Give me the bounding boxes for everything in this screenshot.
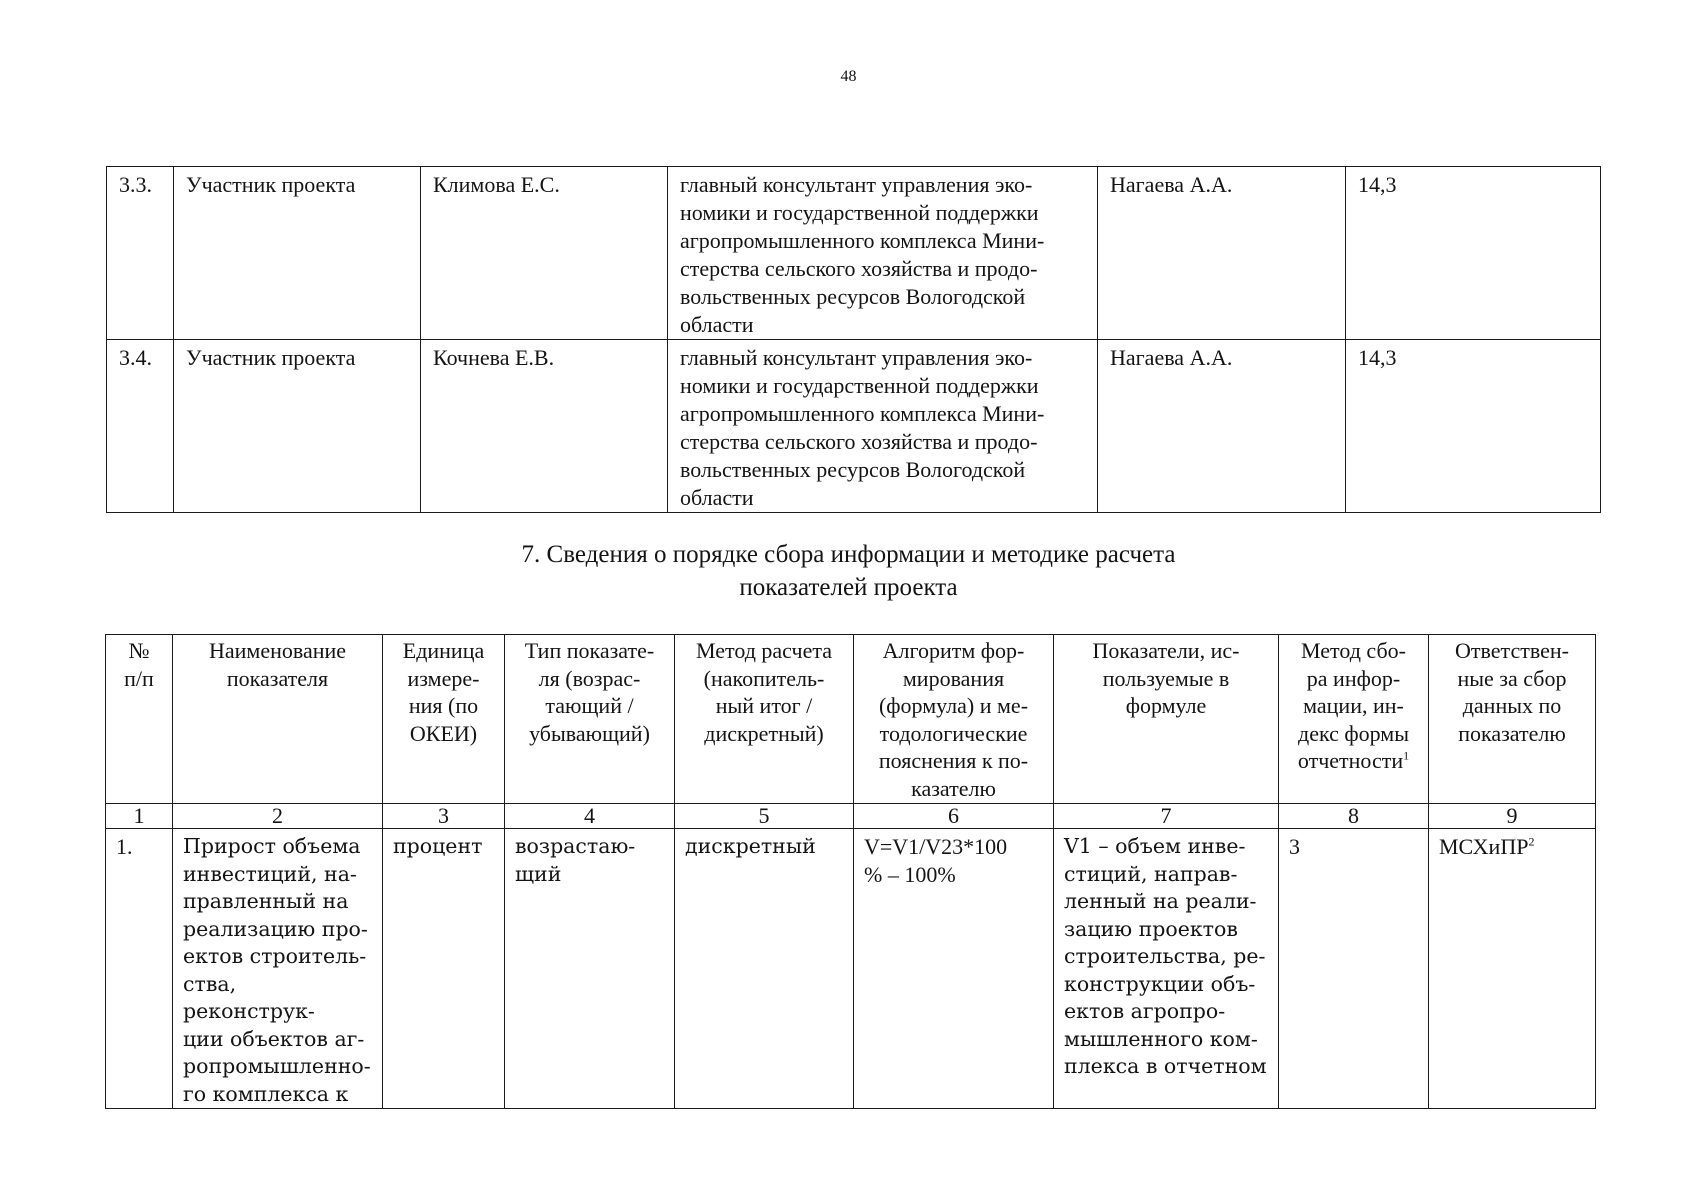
header-line: Наименование xyxy=(208,638,347,663)
cell-line: инвестиций, на- xyxy=(183,861,357,886)
cell-line: реализацию про- xyxy=(183,916,368,941)
cell-line: зацию проектов xyxy=(1064,916,1238,941)
header-line: № xyxy=(128,638,150,663)
column-number: 8 xyxy=(1279,804,1429,829)
row-number: 1. xyxy=(106,829,173,1109)
cell-line: плекса в отчетном xyxy=(1064,1054,1267,1078)
cell-line: ектов агропро- xyxy=(1064,999,1226,1023)
table-row xyxy=(106,829,1596,1109)
header-line: пользуемые в xyxy=(1102,665,1230,691)
footnote-mark: 2 xyxy=(1528,834,1535,849)
header-line: ные за сбор xyxy=(1457,665,1567,691)
responsible-text: МСХиПР xyxy=(1439,834,1529,859)
header-line: ОКЕИ) xyxy=(409,720,478,746)
header-line: Показатели, ис- xyxy=(1092,638,1240,663)
position-line: вольственных ресурсов Вологодской xyxy=(680,284,1026,309)
header-line: ра инфор- xyxy=(1306,665,1401,691)
header-line: ния (по xyxy=(408,693,479,718)
cell-line: ции объектов аг- xyxy=(183,1026,365,1051)
header-line: Метод сбо- xyxy=(1301,638,1406,663)
position-line: стерства сельского хозяйства и продо- xyxy=(680,429,1038,454)
header-line: Единица xyxy=(402,638,485,663)
position-line: области xyxy=(680,312,754,337)
column-number: 3 xyxy=(383,804,505,829)
column-number: 6 xyxy=(854,804,1054,829)
header-line: тодологические xyxy=(879,720,1028,746)
cell-line: щий xyxy=(515,861,562,886)
column-number: 4 xyxy=(505,804,675,829)
column-header xyxy=(1279,635,1429,804)
header-line: показателю xyxy=(1458,720,1566,746)
header-line: (накопитель- xyxy=(703,665,825,691)
position-line: главный консультант управления эко- xyxy=(680,345,1033,370)
participant-supervisor: Нагаева А.А. xyxy=(1098,167,1346,340)
header-line-text: отчетности xyxy=(1297,748,1404,773)
column-number: 5 xyxy=(675,804,854,829)
cell-line: мышленного ком- xyxy=(1064,1026,1258,1051)
header-line: мирования xyxy=(902,665,1005,691)
table-row xyxy=(107,340,1601,513)
table-row xyxy=(107,167,1601,340)
participant-role: Участник проекта xyxy=(174,340,421,513)
column-number: 2 xyxy=(173,804,383,829)
header-line: Тип показате- xyxy=(524,638,655,663)
participant-position xyxy=(668,340,1098,513)
indicators-table xyxy=(105,634,1596,1109)
header-line: декс формы xyxy=(1298,720,1409,746)
header-line: Ответствен- xyxy=(1455,638,1569,663)
column-number: 1 xyxy=(106,804,173,829)
header-line: тающий / xyxy=(545,693,634,718)
participant-supervisor: Нагаева А.А. xyxy=(1098,340,1346,513)
section-title-line: 7. Сведения о порядке сбора информации и методике расчета xyxy=(521,541,1176,568)
header-line: данных по xyxy=(1462,693,1562,718)
position-line: агропромышленного комплекса Мини- xyxy=(680,401,1045,426)
position-line: главный консультант управления эко- xyxy=(680,172,1033,197)
column-header xyxy=(1054,635,1279,804)
indicator-unit: процент xyxy=(383,829,505,1109)
indicator-name xyxy=(173,829,383,1109)
participant-position xyxy=(668,167,1098,340)
cell-line: строительства, ре- xyxy=(1064,944,1266,968)
cell-line: V=V1/V23*100 xyxy=(864,834,1008,859)
row-number: 3.4. xyxy=(107,340,174,513)
cell-line: % – 100% xyxy=(864,861,956,887)
column-header xyxy=(1429,635,1596,804)
cell-line: правленный на xyxy=(183,889,349,913)
column-header xyxy=(505,635,675,804)
column-number-row xyxy=(106,804,1596,829)
cell-line: го комплекса к xyxy=(183,1081,349,1106)
column-number: 7 xyxy=(1054,804,1279,829)
cell-line: конструкции объ- xyxy=(1064,971,1256,996)
position-line: стерства сельского хозяйства и продо- xyxy=(680,256,1038,281)
section-title-line: показателей проекта xyxy=(739,574,958,601)
header-line xyxy=(1285,747,1422,775)
column-header xyxy=(383,635,505,804)
row-number: 3.3. xyxy=(107,167,174,340)
formula-variables xyxy=(1054,829,1279,1109)
header-line: убывающий) xyxy=(529,720,650,746)
header-line: Метод расчета xyxy=(696,638,832,663)
header-line: мации, ин- xyxy=(1303,693,1404,718)
column-number: 9 xyxy=(1429,804,1596,829)
footnote-mark: 1 xyxy=(1403,748,1410,763)
participant-share: 14,3 xyxy=(1346,167,1601,340)
calculation-method: дискретный xyxy=(675,829,854,1109)
cell-line: возрастаю- xyxy=(515,834,636,858)
column-header xyxy=(173,635,383,804)
cell-line: ропромышленно- xyxy=(183,1054,371,1078)
column-header xyxy=(675,635,854,804)
header-line: пояснения к по- xyxy=(878,748,1029,773)
position-line: агропромышленного комплекса Мини- xyxy=(680,228,1045,253)
header-line: показателя xyxy=(226,665,329,691)
section-title xyxy=(0,538,1697,604)
formula xyxy=(854,829,1054,1109)
header-line: формуле xyxy=(1125,693,1207,718)
header-line: ный итог / xyxy=(715,693,813,718)
cell-line: V1 – объем инве- xyxy=(1064,834,1246,858)
position-line: номики и государственной поддержки xyxy=(680,373,1039,398)
header-line: измере- xyxy=(407,665,480,691)
cell-line: ектов строитель- xyxy=(183,944,367,968)
cell-line: ства, реконструк- xyxy=(183,971,315,1023)
participant-role: Участник проекта xyxy=(174,167,421,340)
page-number: 48 xyxy=(840,68,857,85)
collection-method: 3 xyxy=(1279,829,1429,1109)
cell-line: стиций, направ- xyxy=(1064,861,1238,886)
header-line: казателю xyxy=(911,775,996,801)
column-header xyxy=(854,635,1054,804)
participants-table xyxy=(106,166,1601,513)
position-line: области xyxy=(680,485,754,510)
header-row xyxy=(106,635,1596,804)
column-header xyxy=(106,635,173,804)
participant-name: Кочнева Е.В. xyxy=(421,340,668,513)
indicator-type xyxy=(505,829,675,1109)
header-line: Алгоритм фор- xyxy=(882,638,1025,663)
participant-name: Климова Е.С. xyxy=(421,167,668,340)
cell-line: ленный на реали- xyxy=(1064,889,1257,913)
cell-line: Прирост объема xyxy=(183,834,361,858)
position-line: номики и государственной поддержки xyxy=(680,200,1039,225)
header-line: (формула) и ме- xyxy=(878,693,1029,718)
header-line: ля (возрас- xyxy=(538,665,641,691)
header-line: п/п xyxy=(124,665,154,691)
participant-share: 14,3 xyxy=(1346,340,1601,513)
responsible xyxy=(1429,829,1596,1109)
header-line: дискретный) xyxy=(704,720,824,746)
position-line: вольственных ресурсов Вологодской xyxy=(680,457,1026,482)
